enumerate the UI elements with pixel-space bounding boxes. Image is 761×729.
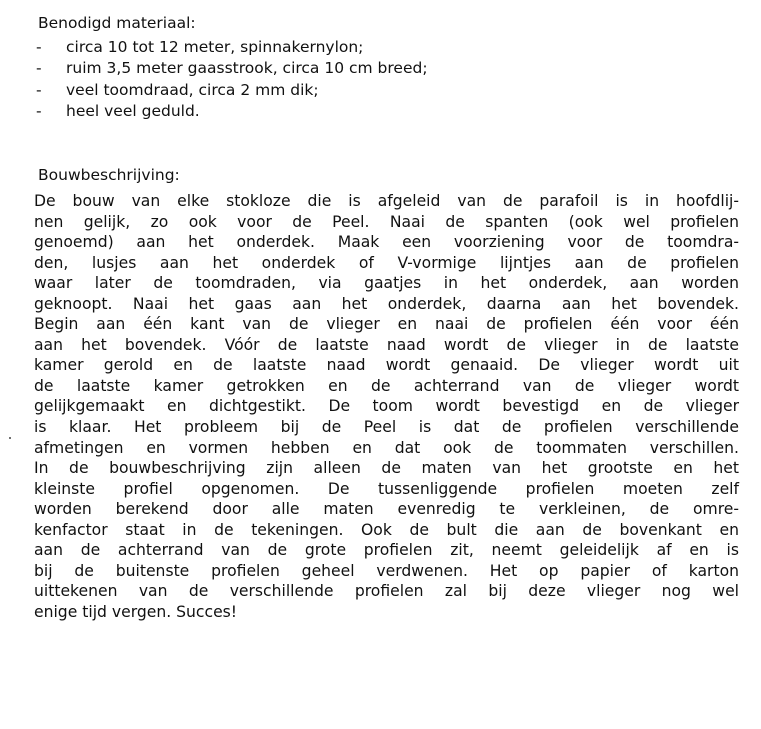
text-line: nen gelijk, zo ook voor de Peel. Naai de spanten (ook wel profielen (34, 212, 739, 231)
list-item (36, 101, 428, 122)
material-item-text: circa 10 tot 12 meter, spinnakernylon; (66, 38, 364, 56)
text-line: kenfactor staat in de tekeningen. Ook de bult die aan de bovenkant en (34, 520, 739, 539)
text-line: Begin aan één kant van de vlieger en naai de profielen één voor één (34, 315, 739, 334)
list-dash: - (36, 38, 42, 56)
list-item (36, 80, 428, 101)
material-item-text: veel toomdraad, circa 2 mm dik; (66, 80, 319, 99)
build-description (34, 191, 739, 622)
text-line: geknoopt. Naai het gaas aan het onderdek, daarna aan het bovendek. (34, 294, 739, 313)
text-line: gelijkgemaakt en dichtgestikt. De toom wordt bevestigd en de vlieger (34, 397, 739, 416)
text-line: de laatste kamer getrokken en de achterrand van de vlieger wordt (34, 376, 739, 395)
text-line: is klaar. Het probleem bij de Peel is dat de profielen verschillende (34, 418, 739, 437)
scan-speck (9, 437, 11, 439)
material-item-text: ruim 3,5 meter gaasstrook, circa 10 cm breed; (66, 59, 428, 78)
text-line: De bouw van elke stokloze die is afgeleid van de parafoil is in hoofdlij- (34, 192, 739, 210)
list-dash: - (36, 59, 42, 78)
text-line: genoemd) aan het onderdek. Maak een voorziening voor de toomdra- (34, 233, 739, 252)
text-line: waar later de toomdraden, via gaatjes in het onderdek, aan worden (34, 274, 739, 293)
text-line: bij de buitenste profielen geheel verdwenen. Het op papier of karton (34, 561, 739, 580)
text-line: aan de achterrand van de grote profielen zit, neemt geleidelijk af en is (34, 541, 739, 560)
materials-heading: Benodigd materiaal: (38, 14, 196, 32)
build-heading: Bouwbeschrijving: (38, 166, 180, 184)
list-dash: - (36, 80, 42, 99)
text-line: enige tijd vergen. Succes! (34, 602, 238, 621)
list-item (36, 37, 428, 58)
list-item (36, 58, 428, 79)
text-line: uittekenen van de verschillende profielen zal bij deze vlieger nog wel (34, 582, 739, 601)
material-item-text: heel veel geduld. (66, 101, 200, 120)
materials-list (36, 37, 428, 122)
text-line: den, lusjes aan het onderdek of V-vormige lijntjes aan de profielen (34, 253, 739, 272)
text-line: kleinste profiel opgenomen. De tussenliggende profielen moeten zelf (34, 479, 739, 498)
text-line: aan het bovendek. Vóór de laatste naad wordt de vlieger in de laatste (34, 335, 739, 354)
text-line: worden berekend door alle maten evenredig te verkleinen, de omre- (34, 500, 739, 519)
text-line: kamer gerold en de laatste naad wordt genaaid. De vlieger wordt uit (34, 356, 739, 375)
text-line: In de bouwbeschrijving zijn alleen de maten van het grootste en het (34, 459, 739, 478)
text-line: afmetingen en vormen hebben en dat ook de toommaten verschillen. (34, 438, 739, 457)
list-dash: - (36, 101, 42, 120)
